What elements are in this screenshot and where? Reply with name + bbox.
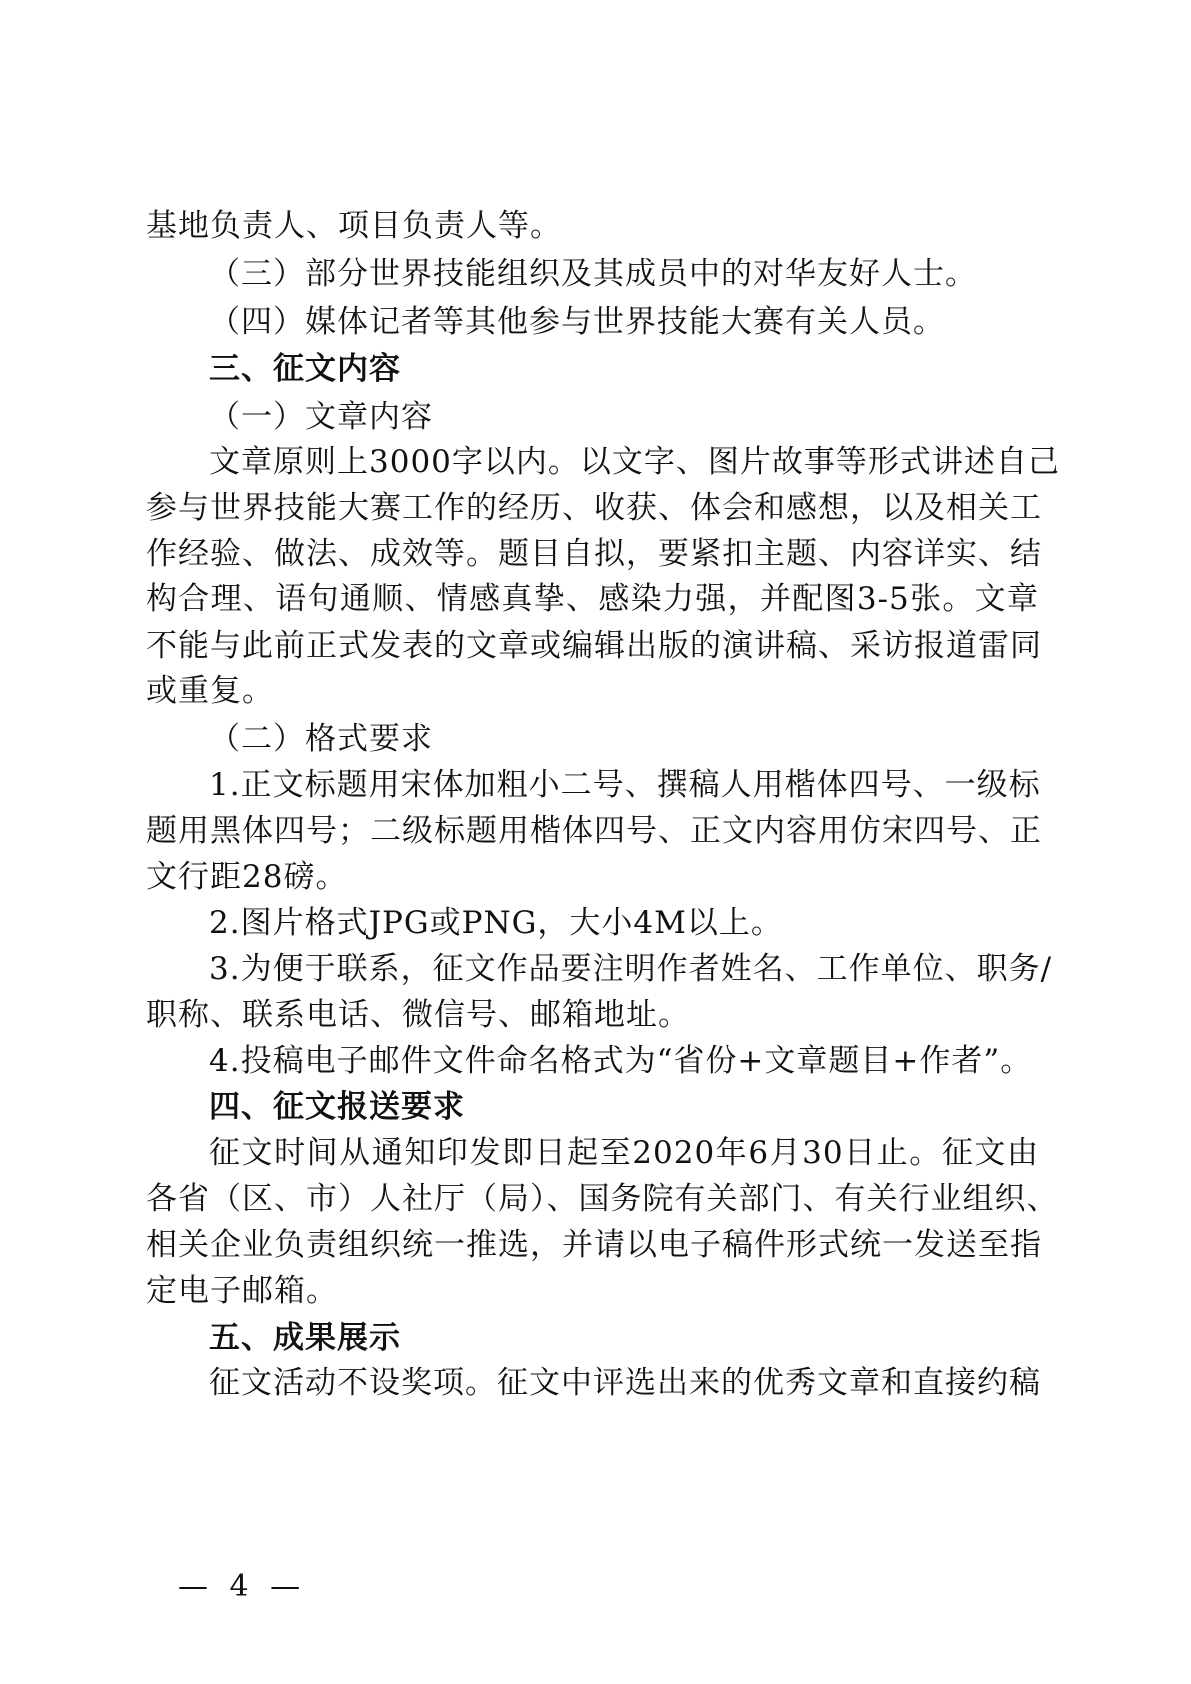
paragraph-line: 定电子邮箱。 [146,1273,338,1309]
section-heading-5: 五、成果展示 [209,1320,401,1356]
paragraph-line: 题用黑体四号；二级标题用楷体四号、正文内容用仿宋四号、正 [146,813,1042,849]
paragraph-line: 作经验、做法、成效等。题目自拟，要紧扣主题、内容详实、结 [146,536,1042,572]
section-heading-4: 四、征文报送要求 [209,1089,465,1125]
paragraph-line: 构合理、语句通顺、情感真挚、感染力强，并配图3-5张。文章 [146,581,1039,617]
list-item-format-4: 4.投稿电子邮件文件命名格式为“省份+文章题目+作者”。 [209,1043,1033,1079]
paragraph-line: 或重复。 [146,673,274,709]
section-heading-3: 三、征文内容 [209,351,401,387]
paragraph-line: 各省（区、市）人社厅（局）、国务院有关部门、有关行业组织、 [146,1181,1059,1217]
list-item-format-2: 2.图片格式JPG或PNG，大小4M以上。 [209,905,783,941]
paragraph-line: 征文时间从通知印发即日起至2020年6月30日止。征文由 [209,1135,1039,1171]
list-item-4: （四）媒体记者等其他参与世界技能大赛有关人员。 [209,304,945,340]
list-item-format-3: 3.为便于联系，征文作品要注明作者姓名、工作单位、职务/ [209,951,1053,987]
paragraph-line: 文章原则上3000字以内。以文字、图片故事等形式讲述自己 [209,444,1060,480]
paragraph-line: 基地负责人、项目负责人等。 [146,208,562,244]
paragraph-line: 文行距28磅。 [146,859,348,895]
paragraph-line: 参与世界技能大赛工作的经历、收获、体会和感想，以及相关工 [146,490,1042,526]
page-number: — 4 — [178,1569,307,1604]
paragraph-line: 相关企业负责组织统一推选，并请以电子稿件形式统一发送至指 [146,1227,1042,1263]
subsection-heading-1: （一）文章内容 [209,399,433,435]
list-item-3: （三）部分世界技能组织及其成员中的对华友好人士。 [209,256,977,292]
paragraph-line: 不能与此前正式发表的文章或编辑出版的演讲稿、采访报道雷同 [146,628,1042,664]
list-item-format-1: 1.正文标题用宋体加粗小二号、撰稿人用楷体四号、一级标 [209,767,1041,803]
paragraph-line: 征文活动不设奖项。征文中评选出来的优秀文章和直接约稿 [209,1365,1041,1401]
paragraph-line: 职称、联系电话、微信号、邮箱地址。 [146,997,690,1033]
subsection-heading-2: （二）格式要求 [209,721,433,757]
